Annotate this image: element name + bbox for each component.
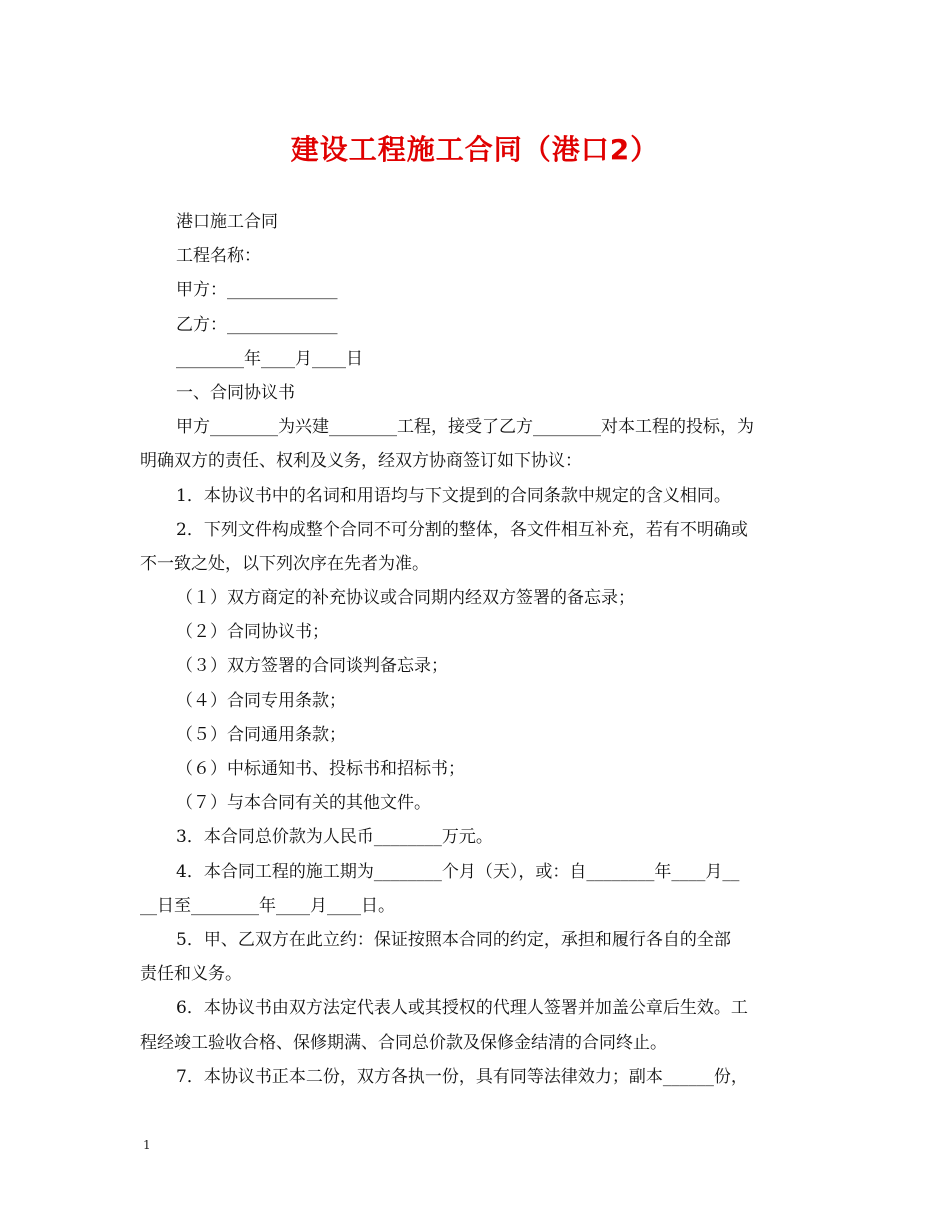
document-body	[140, 205, 812, 1094]
date-line: ________年____月____日	[176, 348, 363, 369]
paragraph-line: 明确双方的责任、权利及义务，经双方协商签订如下协议：	[140, 451, 582, 472]
list-item: （７）与本合同有关的其他文件。	[176, 793, 431, 814]
list-item: （２）合同协议书；	[176, 622, 329, 643]
document-title: 建设工程施工合同（港口2）	[290, 133, 660, 166]
list-item: （３）双方签署的合同谈判备忘录；	[176, 656, 448, 677]
page-number: 1	[143, 1138, 151, 1152]
clause-line: 程经竣工验收合格、保修期满、合同总价款及保修金结清的合同终止。	[140, 1032, 667, 1053]
clause-line: 3．本合同总价款为人民币________万元。	[176, 827, 493, 848]
list-item: （４）合同专用条款；	[176, 690, 346, 711]
clause-line: 不一致之处，以下列次序在先者为准。	[140, 553, 429, 574]
clause-line: 6．本协议书由双方法定代表人或其授权的代理人签署并加盖公章后生效。工	[176, 998, 748, 1019]
party-b-line: 乙方：_____________	[176, 314, 338, 335]
project-name-line: 工程名称：	[176, 246, 261, 267]
list-item: （６）中标通知书、投标书和招标书；	[176, 759, 465, 779]
list-item: （５）合同通用条款；	[176, 724, 346, 745]
list-item: （１）双方商定的补充协议或合同期内经双方签署的备忘录；	[176, 588, 635, 609]
clause-line: 4．本合同工程的施工期为________个月（天），或：自________年____月__	[176, 861, 740, 882]
contract-subtitle: 港口施工合同	[176, 212, 278, 232]
paragraph-line: 甲方________为兴建________工程，接受了乙方________对本工程的投标，为	[176, 417, 754, 438]
clause-line: 1．本协议书中的名词和用语均与下文提到的合同条款中规定的含义相同。	[176, 485, 731, 506]
clause-line: 2．下列文件构成整个合同不可分割的整体，各文件相互补充，若有不明确或	[176, 519, 748, 540]
section-heading: 一、合同协议书	[176, 382, 295, 403]
clause-line: __日至________年____月____日。	[140, 895, 395, 916]
clause-line: 5．甲、乙双方在此立约：保证按照本合同的约定，承担和履行各自的全部	[176, 929, 731, 950]
party-a-line: 甲方：_____________	[176, 280, 338, 301]
clause-line: 责任和义务。	[140, 964, 242, 985]
clause-line: 7．本协议书正本二份，双方各执一份，具有同等法律效力；副本______份，	[176, 1066, 748, 1087]
